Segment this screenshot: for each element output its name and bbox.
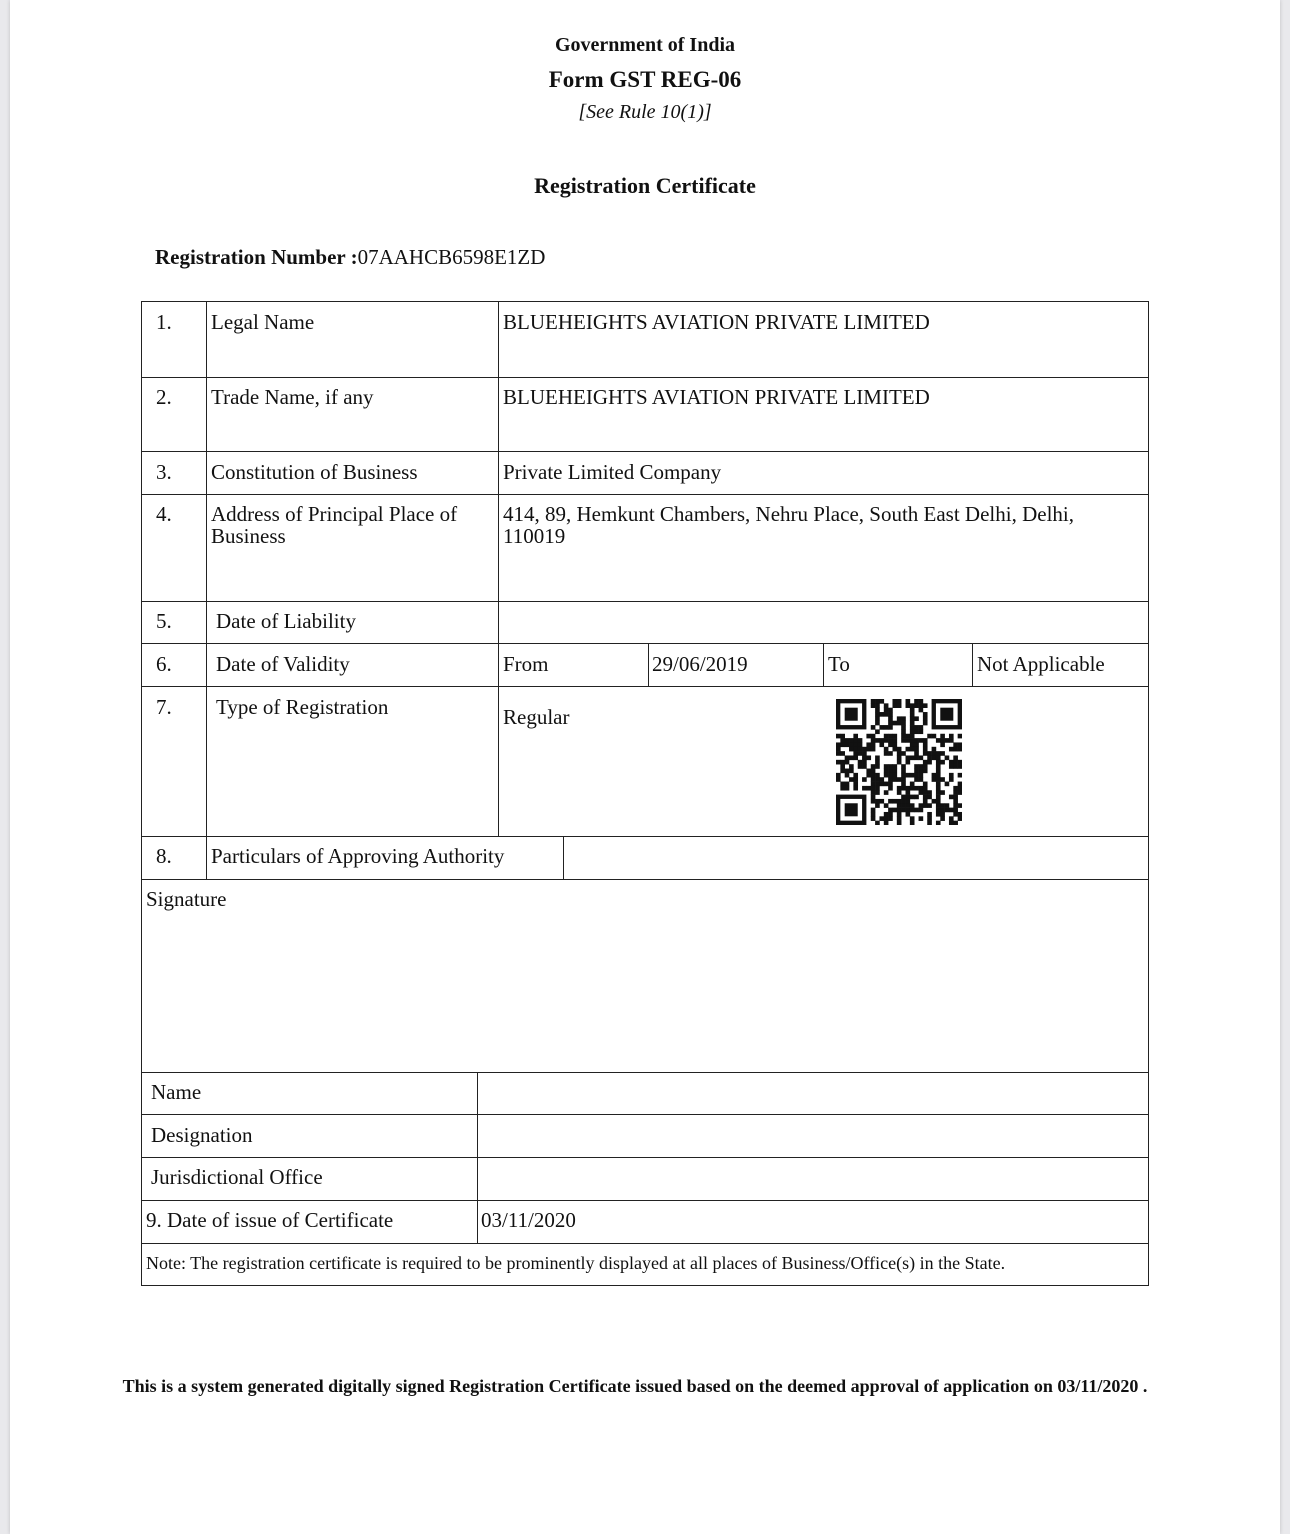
- registration-type-label: Type of Registration: [216, 695, 389, 719]
- row-7-number: 7.: [156, 695, 172, 719]
- government-heading: Government of India: [555, 34, 735, 56]
- address-value-line2: 110019: [503, 524, 566, 548]
- issue-date-value: 03/11/2020: [481, 1208, 576, 1232]
- row-5-number: 5.: [156, 609, 172, 633]
- display-note: Note: The registration certificate is required to be prominently displayed at all places of Business/Office(s) in the State.: [146, 1253, 1006, 1273]
- row-6-number: 6.: [156, 652, 172, 676]
- address-label-line1: Address of Principal Place of: [211, 502, 458, 526]
- legal-name-value: BLUEHEIGHTS AVIATION PRIVATE LIMITED: [503, 310, 930, 334]
- date-of-liability-label: Date of Liability: [216, 609, 356, 633]
- registration-number-value: 07AAHCB6598E1ZD: [357, 245, 546, 269]
- system-generated-footer: This is a system generated digitally signed Registration Certificate issued based on the deemed approval of application on 03/11/2020 .: [122, 1376, 1148, 1396]
- registration-type-value: Regular: [503, 705, 570, 729]
- jurisdictional-office-label: Jurisdictional Office: [151, 1165, 323, 1189]
- constitution-label: Constitution of Business: [211, 460, 418, 484]
- validity-from-value: 29/06/2019: [652, 652, 748, 676]
- trade-name-label: Trade Name, if any: [211, 385, 374, 409]
- validity-to-label: To: [828, 652, 850, 676]
- row-2-number: 2.: [156, 385, 172, 409]
- signature-label: Signature: [146, 887, 227, 911]
- designation-label: Designation: [151, 1123, 253, 1147]
- legal-name-label: Legal Name: [211, 310, 315, 334]
- name-label: Name: [151, 1080, 202, 1104]
- address-label-line2: Business: [211, 524, 286, 548]
- rule-reference: [See Rule 10(1)]: [578, 101, 712, 123]
- row-3-number: 3.: [156, 460, 172, 484]
- registration-number-line: [155, 245, 545, 270]
- constitution-value: Private Limited Company: [503, 460, 722, 484]
- issue-date-label: 9. Date of issue of Certificate: [146, 1208, 394, 1232]
- row-8-number: 8.: [156, 844, 172, 868]
- document-page: [10, 0, 1280, 1534]
- registration-number-label: Registration Number :: [155, 245, 358, 269]
- address-value-line1: 414, 89, Hemkunt Chambers, Nehru Place, South East Delhi, Delhi,: [503, 502, 1074, 526]
- form-title: Form GST REG-06: [548, 67, 742, 92]
- date-of-validity-label: Date of Validity: [216, 652, 350, 676]
- certificate-title: Registration Certificate: [534, 173, 756, 198]
- trade-name-value: BLUEHEIGHTS AVIATION PRIVATE LIMITED: [503, 385, 930, 409]
- qr-code-icon: [836, 699, 962, 825]
- row-1-number: 1.: [156, 310, 172, 334]
- approving-authority-label: Particulars of Approving Authority: [211, 844, 505, 868]
- validity-to-value: Not Applicable: [977, 652, 1105, 676]
- validity-from-label: From: [503, 652, 549, 676]
- row-4-number: 4.: [156, 502, 172, 526]
